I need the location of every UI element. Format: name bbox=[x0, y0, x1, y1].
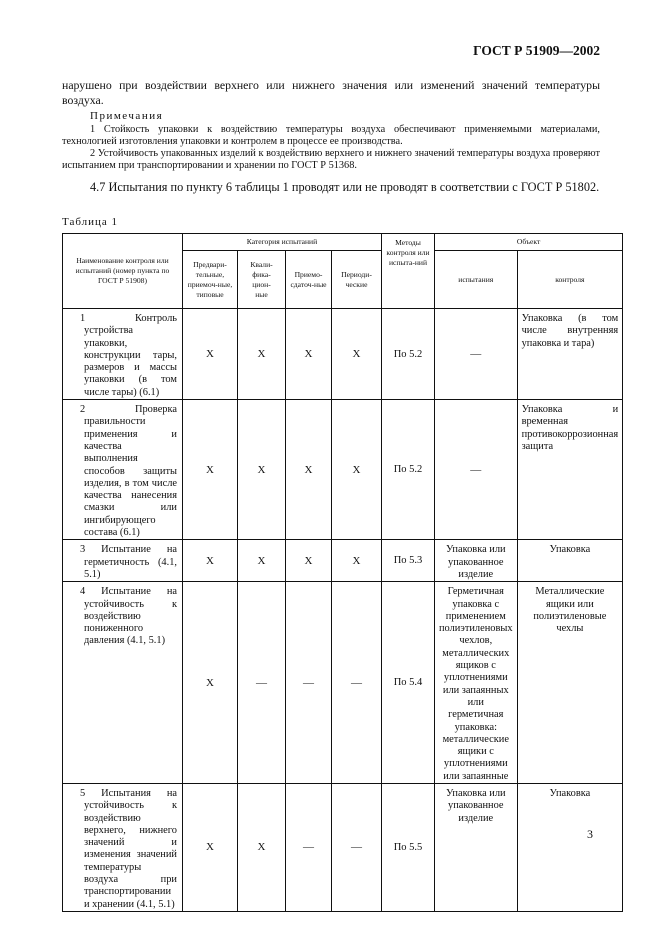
header-methods: Методы контроля или испыта-ний bbox=[382, 234, 435, 309]
row-obj-test: — bbox=[435, 309, 518, 400]
row-name: 5 Испытания на устойчивость к воздействию верхнего, нижнего значений и изменения значений температуры воздуха при транспортировании и хранении (4.1, 5.1) bbox=[63, 783, 183, 911]
row-cat-qual: X bbox=[238, 783, 286, 911]
note-2: 2 Устойчивость упакованных изделий к воздействию верхнего и нижнего значений температуры воздуха проверяют испытанием при транспортировании и хранении по ГОСТ Р 51368. bbox=[62, 148, 600, 172]
row-cat-prelim: X bbox=[183, 400, 238, 540]
header-cat-qual: Квали-фика-цион-ные bbox=[238, 251, 286, 309]
page-number: 3 bbox=[587, 827, 593, 841]
row-name: 1 Контроль устройства упаковки, конструкции тары, размеров и массы упаковки (в том числе тары) (6.1) bbox=[63, 309, 183, 400]
header-cat-periodic: Периоди-ческие bbox=[332, 251, 382, 309]
standard-header: ГОСТ Р 51909—2002 bbox=[473, 43, 600, 58]
header-obj-test: испытания bbox=[435, 251, 518, 309]
row-name: 3 Испытание на герметичность (4.1, 5.1) bbox=[63, 540, 183, 582]
row-obj-test: Упаковка или упакованное изделие bbox=[435, 540, 518, 582]
paragraph-4-7: 4.7 Испытания по пункту 6 таблицы 1 проводят или не проводят в соответствии с ГОСТ Р 51802. bbox=[90, 180, 600, 194]
row-cat-prelim: X bbox=[183, 783, 238, 911]
row-cat-accept: X bbox=[286, 540, 332, 582]
row-cat-qual: — bbox=[238, 582, 286, 784]
row-cat-accept: — bbox=[286, 783, 332, 911]
row-cat-prelim: X bbox=[183, 582, 238, 784]
row-obj-control: Упаковка и временная противокоррозионная защита bbox=[517, 400, 623, 540]
table-row bbox=[63, 309, 623, 400]
row-obj-control: Металлические ящики или полиэтиленовые чехлы bbox=[517, 582, 623, 784]
row-cat-periodic: X bbox=[332, 400, 382, 540]
header-cat-prelim: Предвари-тельные, приемоч-ные, типовые bbox=[183, 251, 238, 309]
row-cat-prelim: X bbox=[183, 309, 238, 400]
table-1 bbox=[62, 233, 623, 912]
row-obj-test: Упаковка или упакованное изделие bbox=[435, 783, 518, 911]
row-method: По 5.2 bbox=[382, 400, 435, 540]
row-method: По 5.2 bbox=[382, 309, 435, 400]
row-cat-accept: X bbox=[286, 400, 332, 540]
row-obj-test: Герметичная упаковка с применением полиэтиленовых чехлов, металлических ящиков с уплотнениями или запаянных или герметичная упаковка: металлические ящики с уплотнениями или запаянные bbox=[435, 582, 518, 784]
row-cat-periodic: X bbox=[332, 309, 382, 400]
row-obj-control: Упаковка bbox=[517, 540, 623, 582]
row-cat-qual: X bbox=[238, 400, 286, 540]
row-name: 2 Проверка правильности применения и качества выполнения способов защиты изделия, в том числе качества нанесения смазки или ингибирующего состава (6.1) bbox=[63, 400, 183, 540]
row-method: По 5.3 bbox=[382, 540, 435, 582]
header-object: Объект bbox=[435, 234, 623, 251]
row-method: По 5.4 bbox=[382, 582, 435, 784]
row-name: 4 Испытание на устойчивость к воздействию пониженного давления (4.1, 5.1) bbox=[63, 582, 183, 784]
row-cat-periodic: X bbox=[332, 540, 382, 582]
row-obj-test: — bbox=[435, 400, 518, 540]
row-cat-prelim: X bbox=[183, 540, 238, 582]
header-name: Наименование контроля или испытаний (номер пункта по ГОСТ Р 51908) bbox=[63, 234, 183, 309]
table-caption: Таблица 1 bbox=[62, 216, 119, 228]
row-cat-periodic: — bbox=[332, 582, 382, 784]
header-obj-control: контроля bbox=[517, 251, 623, 309]
note-1: 1 Стойкость упаковки к воздействию температуры воздуха обеспечивают применяемыми материалами, технологией изготовления упаковки и контролем в процессе ее производства. bbox=[62, 124, 600, 148]
table-row bbox=[63, 783, 623, 911]
header-cat-accept: Приемо-сдаточ-ные bbox=[286, 251, 332, 309]
table-row bbox=[63, 582, 623, 784]
row-obj-control: Упаковка bbox=[517, 783, 623, 911]
row-cat-qual: X bbox=[238, 540, 286, 582]
row-cat-periodic: — bbox=[332, 783, 382, 911]
intro-paragraph: нарушено при воздействии верхнего или нижнего значения или изменений значений температуры воздуха. bbox=[62, 78, 600, 107]
row-cat-accept: X bbox=[286, 309, 332, 400]
table-row bbox=[63, 400, 623, 540]
header-category: Категория испытаний bbox=[183, 234, 382, 251]
row-cat-qual: X bbox=[238, 309, 286, 400]
row-method: По 5.5 bbox=[382, 783, 435, 911]
row-cat-accept: — bbox=[286, 582, 332, 784]
notes-title: Примечания bbox=[90, 110, 164, 122]
row-obj-control: Упаковка (в том числе внутренняя упаковка и тара) bbox=[517, 309, 623, 400]
table-row bbox=[63, 540, 623, 582]
